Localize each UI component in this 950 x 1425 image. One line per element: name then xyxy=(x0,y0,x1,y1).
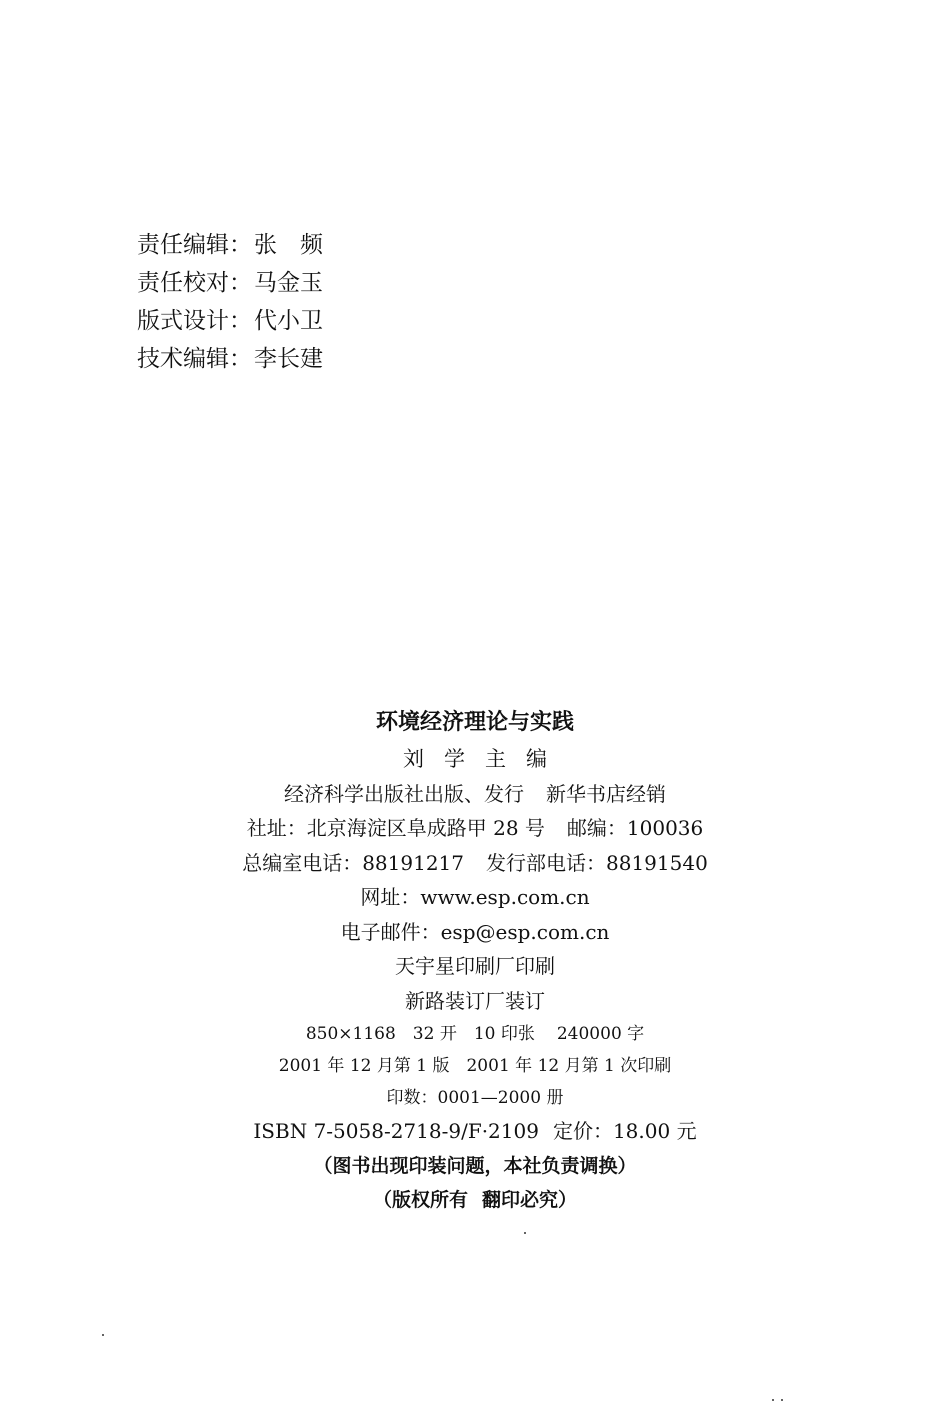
credits-block xyxy=(137,226,397,378)
credit-label: 责任编辑： xyxy=(137,232,252,258)
credit-row-editor xyxy=(137,226,397,264)
replacement-notice: （图书出现印装问题，本社负责调换） xyxy=(313,1154,637,1177)
printer-line: 天宇星印刷厂印刷 xyxy=(395,954,555,978)
credit-row-technical-editor xyxy=(137,340,397,378)
publisher-line xyxy=(0,777,950,812)
binder-line: 新路装订厂装订 xyxy=(405,988,545,1013)
isbn: ISBN 7-5058-2718-9/F·2109 xyxy=(253,1119,539,1143)
email-line: 电子邮件：esp@esp.com.cn xyxy=(340,919,610,944)
rights-line xyxy=(0,1183,950,1218)
credit-value: 李长建 xyxy=(254,346,323,372)
website-line: 网址：www.esp.com.cn xyxy=(360,885,590,909)
scan-speck xyxy=(524,1232,526,1234)
format-line xyxy=(0,1018,950,1050)
colophon-block xyxy=(0,704,950,1218)
credit-row-layout-design xyxy=(137,302,397,340)
scan-speck xyxy=(102,1334,104,1336)
postcode: 邮编：100036 xyxy=(566,816,704,840)
word-count: 240000 字 xyxy=(556,1024,645,1044)
credit-label: 版式设计： xyxy=(137,308,252,334)
scan-speck xyxy=(781,1399,783,1401)
format: 850×1168 32 开 10 印张 xyxy=(305,1024,535,1044)
credit-label: 责任校对： xyxy=(137,270,252,296)
credit-value: 马金玉 xyxy=(254,270,323,296)
print-run-line: 印数：0001—2000 册 xyxy=(386,1088,564,1108)
rights-label: （版权所有 xyxy=(372,1189,468,1211)
address: 社址：北京海淀区阜成路甲 28 号 xyxy=(246,816,545,840)
author-line: 刘学主编 xyxy=(403,747,567,771)
phone-line xyxy=(0,846,950,881)
address-line xyxy=(0,811,950,846)
price: 定价：18.00 元 xyxy=(552,1119,697,1143)
scan-speck xyxy=(772,1399,774,1401)
credit-row-proofreader xyxy=(137,264,397,302)
publisher: 经济科学出版社出版、发行 xyxy=(284,781,524,806)
credit-value: 张 频 xyxy=(254,232,323,258)
editorial-phone: 总编室电话：88191217 xyxy=(242,850,464,875)
credit-value: 代小卫 xyxy=(254,308,323,334)
edition-line: 2001 年 12 月第 1 版 2001 年 12 月第 1 次印刷 xyxy=(278,1056,672,1076)
credit-label: 技术编辑： xyxy=(137,346,252,372)
distributor: 新华书店经销 xyxy=(546,781,666,806)
book-title: 环境经济理论与实践 xyxy=(375,710,574,735)
rights-notice: 翻印必究） xyxy=(482,1189,578,1211)
isbn-price-line xyxy=(0,1114,950,1149)
distribution-phone: 发行部电话：88191540 xyxy=(486,850,708,875)
